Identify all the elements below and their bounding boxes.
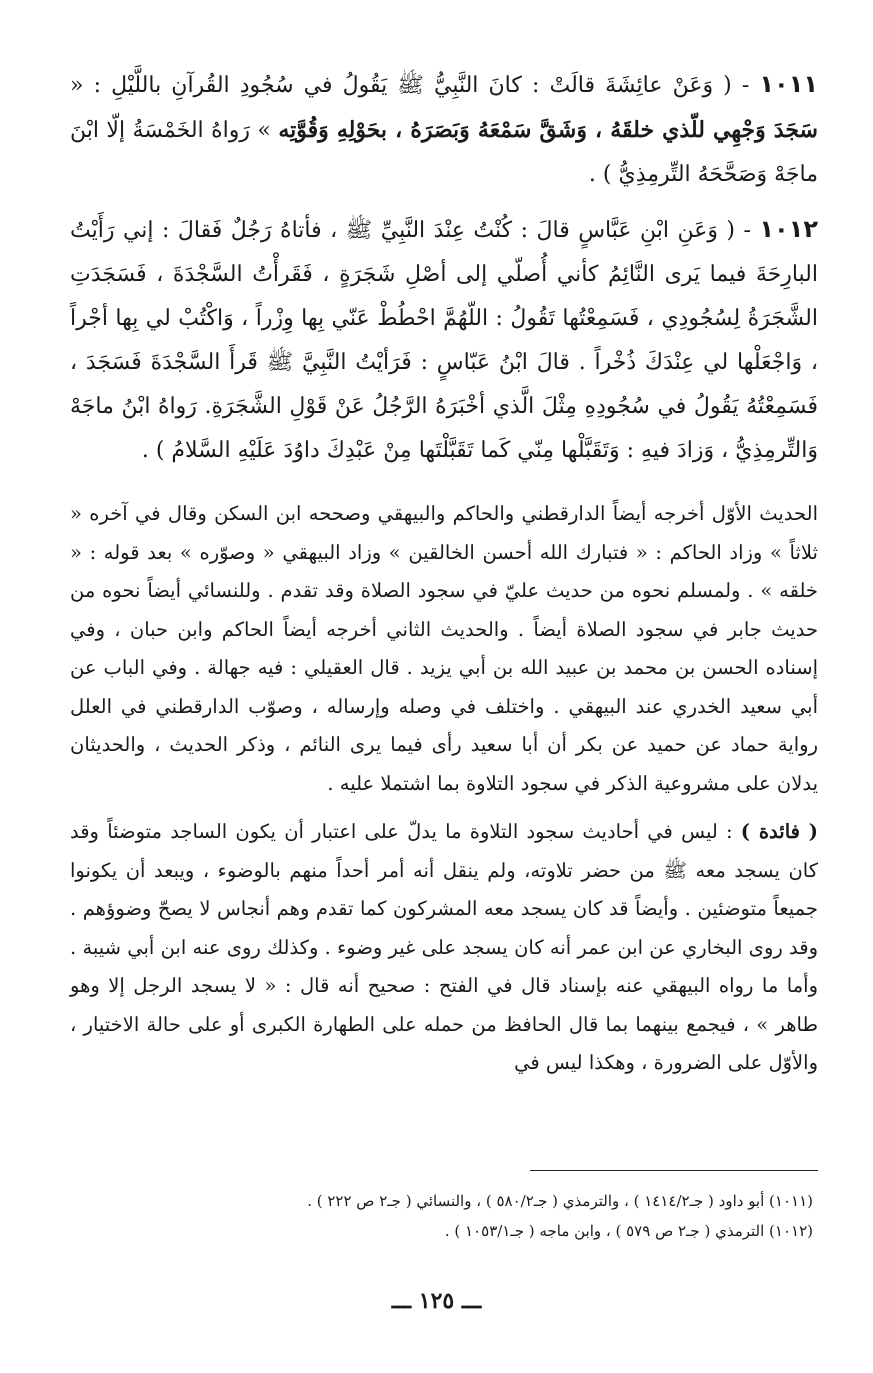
hadith-number: ١٠١٢	[759, 215, 818, 243]
hadith-outro: » رَواهُ الخَمْسَةُ إلّا ابْنَ ماجَهْ وَصَحَّحَهُ التِّرمِذِيُّ ) .	[70, 118, 818, 187]
hadith-1012	[70, 207, 818, 473]
page-body	[70, 62, 818, 1083]
hadith-text: - ( وَعَنِ ابْنِ عَبَّاسٍ قالَ : كُنْتُ عِنْدَ النَّبِيِّ ﷺ ، فأتاهُ رَجُلٌ فَقالَ : إني رَأَيْتُ البارِحَةَ فيما يَرى النَّائِمُ كأني أُصلّي إلى أصْلِ شَجَرَةٍ ، فَقَرأْتُ السَّجْدَةَ ، فَسَجَدَتِ الشَّجَرَةُ لِسُجُودِي ، فَسَمِعْتُها تَقُولُ : اللّهُمَّ احْطُطْ عَنّي بِها وِزْراً ، وَاكْتُبْ لي بِها أجْراً ، وَاجْعَلْها لي عِنْدَكَ ذُخْراً . قالَ ابْنُ عَبّاسٍ : فَرَأيْتُ النَّبِيَّ ﷺ قَرأَ السَّجْدَةَ فَسَجَدَ ، فَسَمِعْتُهُ يَقُولُ في سُجُودِهِ مِثْلَ الَّذي أخْبَرَهُ الرَّجُلُ عَنْ قَوْلِ الشَّجَرَةِ. رَواهُ ابْنُ ماجَهْ وَالتِّرمِذِيُّ ، وَزادَ فيهِ : وَتَقَبَّلْها مِنّي كَما تَقَبَّلْتَها مِنْ عَبْدِكَ داوُدَ عَلَيْهِ السَّلامُ ) .	[70, 218, 818, 463]
hadith-number: ١٠١١	[759, 70, 818, 98]
footnote-divider	[530, 1170, 818, 1171]
page-number: ـــ ١٢٥ ـــ	[391, 1288, 482, 1314]
commentary-paragraph: الحديث الأوّل أخرجه أيضاً الدارقطني والحاكم والبيهقي وصححه ابن السكن وقال في آخره « ثلاثاً » وزاد الحاكم : « فتبارك الله أحسن الخالقين » وزاد البيهقي « وصوّره » بعد قوله : « خلقه » . ولمسلم نحوه من حديث عليّ في سجود الصلاة وقد تقدم . وللنسائي أيضاً نحوه من حديث جابر في سجود الصلاة أيضاً . والحديث الثاني أخرجه أيضاً الحاكم وابن حبان ، وفي إسناده الحسن بن محمد بن عبيد الله بن أبي يزيد . قال العقيلي : فيه جهالة . وفي الباب عن أبي سعيد الخدري عند البيهقي . واختلف في وصله وإرساله ، وصوّب الدارقطني في العلل رواية حماد عن حميد عن بكر أن أبا سعيد رأى فيما يرى النائم ، وذكر الحديث ، والحديثان يدلان على مشروعية الذكر في سجود التلاوة بما اشتملا عليه .	[70, 502, 818, 795]
footnote-1012: (١٠١٢) الترمذي ( جـ٢ ص ٥٧٩ ) ، وابن ماجه ( جـ١٠٥٣/١ ) .	[444, 1222, 813, 1240]
hadith-1011	[70, 62, 818, 197]
hadith-quote: سَجَدَ وَجْهِي للّذي خلقَهُ ، وَشَقَّ سَمْعَهُ وَبَصَرَهُ ، بحَوْلِهِ وَقُوَّتِه	[278, 117, 818, 143]
footnotes	[73, 1186, 813, 1246]
hadith-intro: - ( وَعَنْ عائِشَةَ قالَتْ : كانَ النَّبِيُّ ﷺ يَقُولُ في سُجُودِ القُرآنِ باللَّيْلِ : «	[70, 73, 760, 98]
fawaid-text: : ليس في أحاديث سجود التلاوة ما يدلّ على اعتبار أن يكون الساجد متوضئاً وقد كان يسجد معه ﷺ من حضر تلاوته، ولم ينقل أنه أمر أحداً منهم بالوضوء ، ويبعد أن يكونوا جميعاً متوضئين . وأيضاً قد كان يسجد معه المشركون كما تقدم وهم أنجاس لا يصحّ وضوؤهم . وقد روى البخاري عن ابن عمر أنه كان يسجد على غير وضوء . وكذلك روى عنه ابن أبي شيبة . وأما ما رواه البيهقي عنه بإسناد قال في الفتح : صحيح أنه قال : « لا يسجد الرجل إلا وهو طاهر » ، فيجمع بينهما بما قال الحافظ من حمله على الطهارة الكبرى أو على حالة الاختيار ، والأوّل على الضرورة ، وهكذا ليس في	[70, 820, 818, 1074]
fawaid-paragraph	[70, 813, 818, 1083]
footnote-1011: (١٠١١) أبو داود ( جـ١٤١٤/٢ ) ، والترمذي ( جـ٥٨٠/٢ ) ، والنسائي ( جـ٢ ص ٢٢٢ ) .	[307, 1192, 813, 1210]
fawaid-label: ( فائدة )	[740, 820, 818, 843]
